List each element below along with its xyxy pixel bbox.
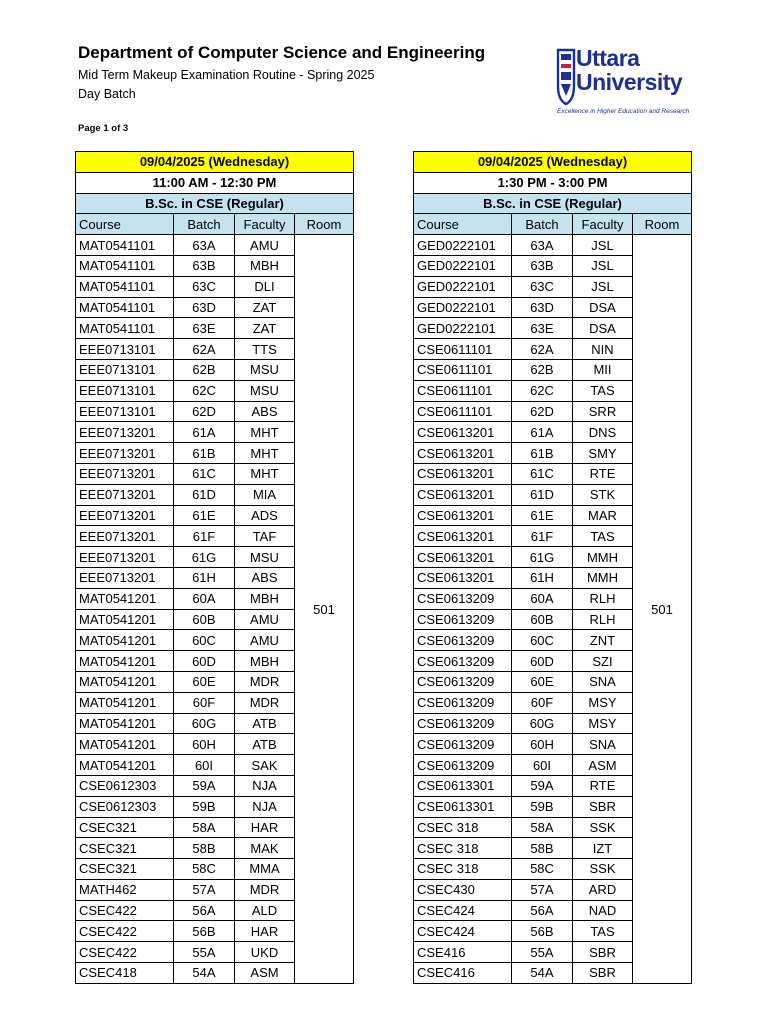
faculty-cell: ZAT — [235, 297, 295, 318]
batch-cell: 62B — [512, 359, 573, 380]
col-batch-header: Batch — [174, 214, 235, 235]
faculty-cell: JSL — [573, 255, 633, 276]
right-time-slot: 1:30 PM - 3:00 PM — [414, 172, 692, 193]
faculty-cell: MDR — [235, 692, 295, 713]
batch-cell: 61C — [174, 463, 235, 484]
course-cell: CSEC321 — [76, 838, 174, 859]
faculty-cell: DLI — [235, 276, 295, 297]
batch-cell: 63B — [174, 255, 235, 276]
batch-cell: 61A — [512, 422, 573, 443]
batch-cell: 61D — [174, 484, 235, 505]
faculty-cell: MSU — [235, 380, 295, 401]
left-schedule-body — [76, 152, 354, 984]
batch-cell: 60C — [512, 630, 573, 651]
course-cell: EEE0713101 — [76, 359, 174, 380]
course-cell: CSE0613209 — [414, 692, 512, 713]
course-cell: CSEC321 — [76, 859, 174, 880]
faculty-cell: NJA — [235, 775, 295, 796]
batch-cell: 58B — [174, 838, 235, 859]
course-cell: EEE0713101 — [76, 380, 174, 401]
faculty-cell: AMU — [235, 235, 295, 256]
course-cell: GED0222101 — [414, 276, 512, 297]
right-schedule-body — [414, 152, 692, 984]
batch-cell: 62A — [174, 339, 235, 360]
faculty-cell: SNA — [573, 671, 633, 692]
faculty-cell: ABS — [235, 567, 295, 588]
course-cell: CSE0611101 — [414, 380, 512, 401]
course-cell: MAT0541201 — [76, 734, 174, 755]
faculty-cell: TAS — [573, 380, 633, 401]
batch-cell: 63B — [512, 255, 573, 276]
logo-name-line1: Uttara — [576, 45, 640, 71]
faculty-cell: MHT — [235, 443, 295, 464]
faculty-cell: RLH — [573, 588, 633, 609]
course-cell: CSE0613201 — [414, 484, 512, 505]
batch-cell: 60C — [174, 630, 235, 651]
course-cell: CSE0613301 — [414, 796, 512, 817]
batch-cell: 62A — [512, 339, 573, 360]
university-name — [576, 46, 682, 94]
batch-cell: 61G — [512, 547, 573, 568]
batch-cell: 55A — [512, 942, 573, 963]
course-cell: CSE0613209 — [414, 651, 512, 672]
batch-cell: 59A — [512, 775, 573, 796]
course-cell: EEE0713201 — [76, 567, 174, 588]
course-cell: MAT0541101 — [76, 255, 174, 276]
faculty-cell: DNS — [573, 422, 633, 443]
faculty-cell: JSL — [573, 276, 633, 297]
course-cell: EEE0713201 — [76, 422, 174, 443]
course-cell: CSE0611101 — [414, 359, 512, 380]
batch-cell: 57A — [512, 879, 573, 900]
batch-cell: 60G — [174, 713, 235, 734]
course-cell: CSE0613209 — [414, 609, 512, 630]
batch-cell: 61E — [512, 505, 573, 526]
faculty-cell: MMH — [573, 547, 633, 568]
faculty-cell: ASM — [573, 755, 633, 776]
batch-cell: 59A — [174, 775, 235, 796]
faculty-cell: DSA — [573, 297, 633, 318]
course-cell: CSE0613201 — [414, 526, 512, 547]
faculty-cell: AMU — [235, 609, 295, 630]
batch-cell: 55A — [174, 942, 235, 963]
batch-cell: 63E — [512, 318, 573, 339]
faculty-cell: JSL — [573, 235, 633, 256]
course-cell: CSEC422 — [76, 921, 174, 942]
course-cell: CSEC422 — [76, 942, 174, 963]
course-cell: CSE0613209 — [414, 755, 512, 776]
course-cell: CSEC430 — [414, 879, 512, 900]
faculty-cell: DSA — [573, 318, 633, 339]
batch-cell: 60F — [174, 692, 235, 713]
logo-name-line2: University — [576, 69, 683, 95]
batch-cell: 61F — [512, 526, 573, 547]
course-cell: CSE0613209 — [414, 630, 512, 651]
course-cell: CSE0613209 — [414, 588, 512, 609]
course-cell: EEE0713201 — [76, 463, 174, 484]
course-cell: MAT0541201 — [76, 651, 174, 672]
course-cell: CSEC 318 — [414, 838, 512, 859]
faculty-cell: AMU — [235, 630, 295, 651]
faculty-cell: HAR — [235, 921, 295, 942]
batch-cell: 58C — [512, 859, 573, 880]
faculty-cell: TAF — [235, 526, 295, 547]
faculty-cell: SBR — [573, 942, 633, 963]
faculty-cell: MII — [573, 359, 633, 380]
batch-cell: 58C — [174, 859, 235, 880]
col-batch-header: Batch — [512, 214, 573, 235]
course-cell: EEE0713201 — [76, 505, 174, 526]
faculty-cell: ARD — [573, 879, 633, 900]
course-cell: CSEC422 — [76, 900, 174, 921]
faculty-cell: MBH — [235, 588, 295, 609]
batch-label: Day Batch — [78, 87, 136, 101]
right-date: 09/04/2025 (Wednesday) — [414, 152, 692, 173]
batch-cell: 60F — [512, 692, 573, 713]
faculty-cell: ALD — [235, 900, 295, 921]
course-cell: MAT0541201 — [76, 630, 174, 651]
batch-cell: 63A — [174, 235, 235, 256]
exam-routine-subtitle: Mid Term Makeup Examination Routine - Spring 2025 — [78, 68, 375, 82]
batch-cell: 57A — [174, 879, 235, 900]
faculty-cell: MSY — [573, 692, 633, 713]
course-cell: CSEC424 — [414, 900, 512, 921]
batch-cell: 61F — [174, 526, 235, 547]
course-cell: MAT0541101 — [76, 235, 174, 256]
course-cell: EEE0713201 — [76, 443, 174, 464]
faculty-cell: MMH — [573, 567, 633, 588]
batch-cell: 58A — [174, 817, 235, 838]
faculty-cell: SBR — [573, 796, 633, 817]
table-row — [76, 235, 354, 256]
course-cell: MAT0541201 — [76, 713, 174, 734]
batch-cell: 63E — [174, 318, 235, 339]
batch-cell: 62D — [512, 401, 573, 422]
batch-cell: 63C — [512, 276, 573, 297]
course-cell: MAT0541201 — [76, 671, 174, 692]
course-cell: CSEC 318 — [414, 859, 512, 880]
faculty-cell: TTS — [235, 339, 295, 360]
faculty-cell: SMY — [573, 443, 633, 464]
col-faculty-header: Faculty — [235, 214, 295, 235]
faculty-cell: MSU — [235, 547, 295, 568]
faculty-cell: SZI — [573, 651, 633, 672]
batch-cell: 60A — [512, 588, 573, 609]
faculty-cell: MSU — [235, 359, 295, 380]
faculty-cell: MHT — [235, 422, 295, 443]
faculty-cell: SSK — [573, 817, 633, 838]
course-cell: CSEC 318 — [414, 817, 512, 838]
faculty-cell: STK — [573, 484, 633, 505]
page-indicator: Page 1 of 3 — [78, 123, 129, 134]
course-cell: CSE0611101 — [414, 401, 512, 422]
course-cell: CSEC424 — [414, 921, 512, 942]
faculty-cell: HAR — [235, 817, 295, 838]
batch-cell: 60A — [174, 588, 235, 609]
table-row — [414, 235, 692, 256]
course-cell: CSE0613209 — [414, 713, 512, 734]
faculty-cell: MSY — [573, 713, 633, 734]
course-cell: MATH462 — [76, 879, 174, 900]
faculty-cell: MHT — [235, 463, 295, 484]
batch-cell: 60G — [512, 713, 573, 734]
batch-cell: 63D — [512, 297, 573, 318]
batch-cell: 60I — [512, 755, 573, 776]
faculty-cell: MMA — [235, 859, 295, 880]
faculty-cell: SAK — [235, 755, 295, 776]
course-cell: CSE0613301 — [414, 775, 512, 796]
right-program: B.Sc. in CSE (Regular) — [414, 193, 692, 214]
course-cell: CSE0612303 — [76, 796, 174, 817]
batch-cell: 59B — [512, 796, 573, 817]
course-cell: CSE0613201 — [414, 567, 512, 588]
faculty-cell: MAK — [235, 838, 295, 859]
course-cell: EEE0713101 — [76, 401, 174, 422]
course-cell: EEE0713201 — [76, 547, 174, 568]
col-room-header: Room — [633, 214, 692, 235]
course-cell: GED0222101 — [414, 255, 512, 276]
course-cell: CSEC416 — [414, 963, 512, 984]
faculty-cell: TAS — [573, 921, 633, 942]
batch-cell: 56A — [174, 900, 235, 921]
course-cell: GED0222101 — [414, 318, 512, 339]
batch-cell: 60B — [174, 609, 235, 630]
batch-cell: 59B — [174, 796, 235, 817]
faculty-cell: ASM — [235, 963, 295, 984]
batch-cell: 63C — [174, 276, 235, 297]
faculty-cell: SSK — [573, 859, 633, 880]
course-cell: CSE0613209 — [414, 734, 512, 755]
col-room-header: Room — [295, 214, 354, 235]
course-cell: CSE0613201 — [414, 463, 512, 484]
faculty-cell: IZT — [573, 838, 633, 859]
course-cell: GED0222101 — [414, 297, 512, 318]
batch-cell: 54A — [174, 963, 235, 984]
left-schedule-table — [75, 151, 354, 984]
course-cell: CSE0612303 — [76, 775, 174, 796]
faculty-cell: UKD — [235, 942, 295, 963]
batch-cell: 62C — [174, 380, 235, 401]
batch-cell: 60H — [512, 734, 573, 755]
left-time-slot: 11:00 AM - 12:30 PM — [76, 172, 354, 193]
col-course-header: Course — [414, 214, 512, 235]
faculty-cell: TAS — [573, 526, 633, 547]
course-cell: CSE0613201 — [414, 422, 512, 443]
room-cell: 501 — [295, 235, 354, 984]
batch-cell: 58A — [512, 817, 573, 838]
faculty-cell: NJA — [235, 796, 295, 817]
batch-cell: 60I — [174, 755, 235, 776]
faculty-cell: RTE — [573, 775, 633, 796]
faculty-cell: MDR — [235, 671, 295, 692]
course-cell: MAT0541101 — [76, 318, 174, 339]
course-cell: EEE0713201 — [76, 484, 174, 505]
batch-cell: 60D — [512, 651, 573, 672]
left-column-headers — [76, 214, 354, 235]
batch-cell: 60D — [174, 651, 235, 672]
left-program: B.Sc. in CSE (Regular) — [76, 193, 354, 214]
faculty-cell: MBH — [235, 255, 295, 276]
faculty-cell: ATB — [235, 734, 295, 755]
batch-cell: 63D — [174, 297, 235, 318]
batch-cell: 56B — [174, 921, 235, 942]
faculty-cell: ADS — [235, 505, 295, 526]
faculty-cell: ZNT — [573, 630, 633, 651]
course-cell: MAT0541201 — [76, 609, 174, 630]
course-cell: CSE0613201 — [414, 547, 512, 568]
faculty-cell: ABS — [235, 401, 295, 422]
batch-cell: 61B — [174, 443, 235, 464]
batch-cell: 61E — [174, 505, 235, 526]
course-cell: CSEC418 — [76, 963, 174, 984]
logo-tagline: Excellence in Higher Education and Research — [557, 108, 690, 115]
batch-cell: 61H — [512, 567, 573, 588]
batch-cell: 54A — [512, 963, 573, 984]
course-cell: EEE0713201 — [76, 526, 174, 547]
course-cell: MAT0541201 — [76, 755, 174, 776]
batch-cell: 61H — [174, 567, 235, 588]
course-cell: MAT0541101 — [76, 297, 174, 318]
department-title: Department of Computer Science and Engineering — [78, 43, 486, 62]
batch-cell: 61B — [512, 443, 573, 464]
batch-cell: 60E — [174, 671, 235, 692]
batch-cell: 62D — [174, 401, 235, 422]
room-cell: 501 — [633, 235, 692, 984]
course-cell: CSE0613201 — [414, 443, 512, 464]
faculty-cell: MAR — [573, 505, 633, 526]
course-cell: GED0222101 — [414, 235, 512, 256]
faculty-cell: MBH — [235, 651, 295, 672]
faculty-cell: NAD — [573, 900, 633, 921]
faculty-cell: ZAT — [235, 318, 295, 339]
right-column-headers — [414, 214, 692, 235]
faculty-cell: RTE — [573, 463, 633, 484]
course-cell: MAT0541101 — [76, 276, 174, 297]
batch-cell: 60H — [174, 734, 235, 755]
batch-cell: 61G — [174, 547, 235, 568]
course-cell: EEE0713101 — [76, 339, 174, 360]
faculty-cell: ATB — [235, 713, 295, 734]
faculty-cell: MDR — [235, 879, 295, 900]
batch-cell: 61A — [174, 422, 235, 443]
course-cell: CSEC321 — [76, 817, 174, 838]
batch-cell: 56A — [512, 900, 573, 921]
batch-cell: 61C — [512, 463, 573, 484]
batch-cell: 62C — [512, 380, 573, 401]
course-cell: MAT0541201 — [76, 588, 174, 609]
batch-cell: 61D — [512, 484, 573, 505]
faculty-cell: SRR — [573, 401, 633, 422]
course-cell: CSE0611101 — [414, 339, 512, 360]
faculty-cell: MIA — [235, 484, 295, 505]
course-cell: CSE0613201 — [414, 505, 512, 526]
batch-cell: 60E — [512, 671, 573, 692]
batch-cell: 63A — [512, 235, 573, 256]
batch-cell: 62B — [174, 359, 235, 380]
course-cell: CSE0613209 — [414, 671, 512, 692]
left-date: 09/04/2025 (Wednesday) — [76, 152, 354, 173]
batch-cell: 60B — [512, 609, 573, 630]
batch-cell: 58B — [512, 838, 573, 859]
right-schedule-table — [413, 151, 692, 984]
faculty-cell: RLH — [573, 609, 633, 630]
faculty-cell: SBR — [573, 963, 633, 984]
batch-cell: 56B — [512, 921, 573, 942]
col-course-header: Course — [76, 214, 174, 235]
course-cell: MAT0541201 — [76, 692, 174, 713]
course-cell: CSE416 — [414, 942, 512, 963]
faculty-cell: NIN — [573, 339, 633, 360]
faculty-cell: SNA — [573, 734, 633, 755]
col-faculty-header: Faculty — [573, 214, 633, 235]
